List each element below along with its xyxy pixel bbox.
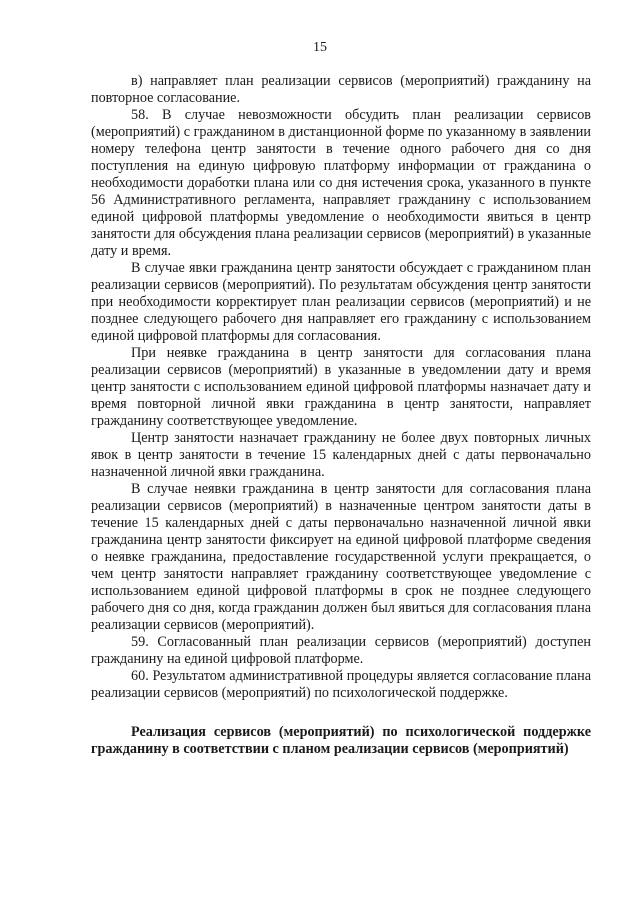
paragraph-appearance: В случае явки гражданина центр занятости обсуждает с гражданином план реализации сервисов (мероприятий). По результатам обсуждения центр занятости при необходимости корректирует план реализации сервисов (мероприятий) и не позднее следующего рабочего дня направляет его гражданину с использованием единой цифровой платформы для согласования. (91, 260, 591, 344)
paragraph-59: 59. Согласованный план реализации сервисов (мероприятий) доступен гражданину на единой цифровой платформе. (91, 634, 591, 667)
document-body (91, 73, 591, 758)
section-heading: Реализация сервисов (мероприятий) по психологической поддержке гражданину в соответствии с планом реализации сервисов (мероприятий) (91, 724, 591, 757)
paragraph-58: 58. В случае невозможности обсудить план реализации сервисов (мероприятий) с гражданином в дистанционной форме по указанному в заявлении номеру телефона центр занятости в течение одного рабочего дня со дня поступления на единую цифровую платформу информации от гражданина о необходимости доработки плана или со дня истечения срока, указанного в пункте 56 Административного регламента, направляет гражданину с использованием единой цифровой платформы уведомление о необходимости явиться в центр занятости для обсуждения плана реализации сервисов (мероприятий) в указанные дату и время. (91, 107, 591, 259)
paragraph-58-c: в) направляет план реализации сервисов (мероприятий) гражданину на повторное согласование. (91, 73, 591, 106)
paragraph-non-appearance: При неявке гражданина в центр занятости для согласования плана реализации сервисов (мероприятий) в указанные в уведомлении дату и время центр занятости с использованием единой цифровой платформы назначает дату и время повторной личной явки гражданина в центр занятости, направляет гражданину соответствующее уведомление. (91, 345, 591, 429)
paragraph-repeat-appearances: Центр занятости назначает гражданину не более двух повторных личных явок в центр занятости в течение 15 календарных дней с даты первоначально назначенной личной явки гражданина. (91, 430, 591, 480)
paragraph-termination: В случае неявки гражданина в центр занятости для согласования плана реализации сервисов (мероприятий) в назначенные центром занятости даты в течение 15 календарных дней с даты первоначально назначенной личной явки гражданина центр занятости фиксирует на единой цифровой платформе сведения о неявке гражданина, предоставление государственной услуги прекращается, о чем центр занятости направляет гражданину соответствующее уведомление с использованием единой цифровой платформы в срок не позднее следующего рабочего дня со дня, когда гражданин должен был явиться для согласования плана реализации сервисов (мероприятий). (91, 481, 591, 633)
paragraph-60: 60. Результатом административной процедуры является согласование плана реализации сервисов (мероприятий) по психологической поддержке. (91, 668, 591, 701)
page-number: 15 (313, 40, 327, 55)
